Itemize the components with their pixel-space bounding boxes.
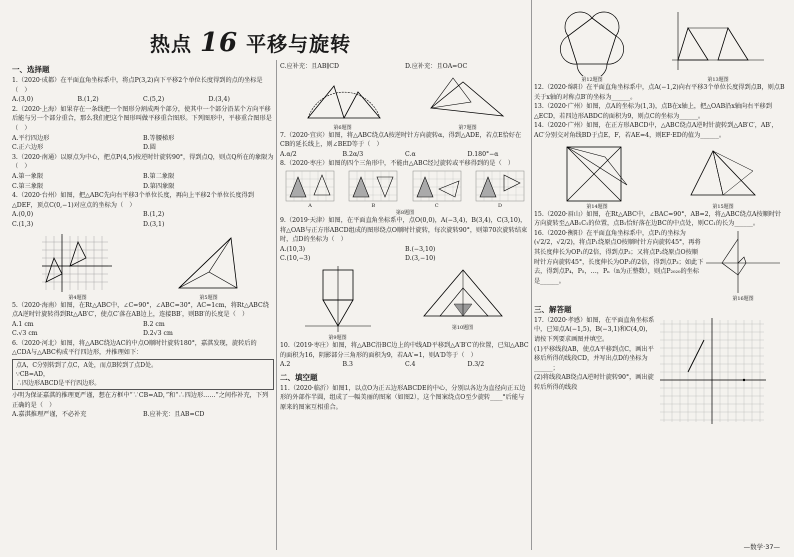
option: A.(3,0) — [12, 96, 34, 104]
box-line: ∴四边形ABCD是平行四边形。 — [16, 380, 101, 388]
option: D.2√3 cm — [143, 330, 173, 338]
figure-8-panel — [474, 169, 526, 209]
option: B.(1,2) — [143, 211, 165, 219]
coordinate-figure — [668, 8, 768, 76]
pentagon-figure — [552, 8, 632, 76]
triangle-figure — [683, 141, 763, 203]
caption: 第13题图 — [707, 77, 729, 83]
question-1: 1.（2020·成都）在平面直角坐标系中，将点P(3,2)向下平移2个单位长度得到的点的坐标是（ ） — [12, 77, 263, 94]
option: A.(0,0) — [12, 211, 34, 219]
option: D.应补充：且OA=OC — [405, 63, 468, 70]
question-12: 12.（2020·绵阳）在平面直角坐标系中，点A(−1,2)向右平移3个单位长度得到点B，则点B关于x轴的对称点B′的坐标为______。 — [534, 84, 785, 101]
question-17-part-2: (2)将线段AB绕点A逆时针旋转90°，画出旋转后所得的线段 — [534, 374, 654, 391]
figure-17 — [656, 316, 768, 426]
q5-options — [12, 320, 274, 339]
option: D.180°−α — [467, 150, 499, 158]
q6-options — [12, 410, 274, 420]
question-6-tail: 小明为保证嘉淇的推理更严谨，想在方框中“∵CB=AD，”和“∴四边形……”之间作补充，下列正确的是（ ） — [12, 392, 269, 409]
q10-options — [280, 360, 530, 370]
option: B.2 cm — [143, 320, 165, 328]
reasoning-box — [12, 359, 274, 390]
caption: 第16题图 — [732, 295, 754, 302]
column-divider — [276, 60, 277, 550]
option: C.第三象限 — [12, 182, 44, 190]
panel-label: A — [308, 202, 312, 209]
question-15: 15.（2020·眉山）如图，在Rt△ABC中，∠BAC=90°，AB=2，将△ABC绕点A按顺时针方向旋转至△AB₁C₁的位置，点B₁恰好落在边BC的中点处，则CC₁的长为______。 — [534, 210, 782, 228]
option: B.3 — [342, 361, 353, 369]
question-17-block — [534, 316, 786, 426]
option: B.应补充：且AB=CD — [143, 411, 205, 419]
triangle-figure — [169, 232, 249, 294]
option: C.正六边形 — [12, 144, 44, 152]
option: A.平行四边形 — [12, 134, 50, 142]
spiral-figure — [704, 229, 782, 295]
column-right — [534, 0, 786, 557]
question-13: 13.（2020·广州）如图，点A的坐标为(1,3)，点B在x轴上，把△OAB沿x轴向右平移到△ECD，若四边形ABDC的面积为9，则点C的坐标为______。 — [534, 103, 772, 120]
column-left — [12, 62, 274, 557]
figures-4-5 — [12, 232, 274, 301]
option: A.第一象限 — [12, 172, 44, 180]
question-17-text — [534, 316, 656, 426]
option: A.(10,3) — [280, 245, 306, 253]
figure-8-panel — [347, 169, 399, 209]
section-heading: 二、填空题 — [280, 372, 318, 382]
option: D.3/2 — [467, 361, 485, 369]
figure-8 — [280, 169, 530, 209]
question-17-part-1: (1)平移线段AB，使点A平移到点C，画出平移后所得的线段CD，并写出点D的坐标为______； — [534, 345, 654, 372]
question-16-block — [534, 229, 786, 302]
figure-8-panel — [284, 169, 336, 209]
column-divider — [531, 0, 532, 550]
q1-options — [12, 95, 274, 105]
square-figure — [557, 141, 637, 203]
figure-8-panel — [411, 169, 463, 209]
option: A.1 cm — [12, 320, 34, 328]
figures-14-15 — [534, 141, 786, 210]
q6-options-cont — [280, 62, 530, 72]
section-heading: 一、选择题 — [12, 65, 50, 74]
caption: 第7题图 — [458, 124, 477, 131]
q3-options — [12, 172, 274, 191]
grid-figure — [38, 232, 118, 294]
caption: 第9题图 — [328, 334, 347, 341]
question-7: 7.（2020·宜宾）如图，将△ABC绕点A按逆时针方向旋转α，得到△ADE，若点E恰好在CB的延长线上，则∠BED等于（ ） — [280, 131, 522, 149]
q7-options — [280, 150, 530, 160]
figure-4 — [38, 232, 118, 301]
caption: 第15题图 — [712, 203, 734, 210]
option: B.2α/3 — [342, 150, 364, 158]
question-10: 10.（2019·枣庄）如图，将△ABC沿BC边上的中线AD平移到△A′B′C′的位置，已知△ABC的面积为16，阴影部分三角形的面积为9，若AA′=1，则A′D等于（ ） — [280, 341, 529, 359]
option: A.嘉淇推理严谨，不必补充 — [12, 411, 87, 419]
question-3: 3.（2020·南通）以原点为中心，把点P(4,5)按逆时针旋转90°，得到点Q，则点Q所在的象限为（ ） — [12, 153, 274, 171]
figure-5 — [169, 232, 249, 301]
q4-options — [12, 210, 274, 229]
triangle-figure — [423, 72, 513, 124]
translation-figure — [418, 264, 508, 324]
option: B.(−3,10) — [405, 245, 436, 253]
panel-label: C — [434, 202, 439, 209]
question-16: 16.（2020·衡阳）在平面直角坐标系中，点P₁的坐标为(√2/2，√2/2)，将点P₁绕原点O按顺时针方向旋转45°，再将其长度伸长为OP₁的2倍，得到点P₂；又将点P₂绕原点O按顺时针方向旋转45°，长度伸长为OP₂的2倍，得到点P₃；如此下去，得到点P₄，P₅，…，Pₙ（n为正整数），则点P₂₀₂₀的坐标是______。 — [534, 229, 704, 285]
figure-15 — [683, 141, 763, 210]
option: C.(5,2) — [143, 96, 165, 104]
caption: 第14题图 — [586, 203, 608, 210]
title-prefix: 热点 — [150, 32, 192, 56]
figure-6 — [298, 72, 388, 131]
caption: 第5题图 — [199, 294, 218, 301]
grid-panel — [474, 169, 526, 203]
option: C.(1,3) — [12, 220, 34, 228]
figures-6-7 — [280, 72, 530, 131]
coordinate-grid — [656, 316, 768, 426]
question-2: 2.（2020·上海）如果存在一条线把一个图形分割成两个部分，使其中一个部分沿某个方向平移后能与另一个部分重合，那么我们把这个图形叫做平移重合图形。下列图形中，平移重合图形是（ ） — [12, 105, 272, 132]
caption: 第4题图 — [68, 294, 87, 301]
page-number: —数学·37— — [743, 543, 780, 551]
question-4: 4.（2020·台州）如图，把△ABC先向右平移3个单位长度，再向上平移2个单位长度得到△DEF，顶点C(0,−1)对应点的坐标为（ ） — [12, 192, 254, 209]
box-line: ∵CB=AD， — [16, 371, 49, 379]
figure-10 — [418, 264, 508, 341]
figure-16 — [704, 229, 782, 302]
section-heading: 三、解答题 — [534, 304, 572, 314]
q9-options — [280, 245, 530, 264]
question-9: 9.（2019·天津）如图，在平面直角坐标系中，点O(0,0)，A(−3,4)，B(3,4)，C(3,10)，将△OAB与正方形ABCD组成的图形绕点O顺时针旋转，每次旋转90°，则第70次旋转结束时，点D的坐标为（ ） — [280, 216, 528, 244]
title-topic: 平移与旋转 — [246, 32, 352, 56]
figure-7 — [423, 72, 513, 131]
option: D.(3,−10) — [405, 255, 436, 263]
caption: 第6题图 — [333, 124, 352, 131]
figure-9 — [303, 264, 373, 341]
option: D.第四象限 — [143, 182, 175, 190]
caption: 第8题图 — [395, 209, 415, 216]
figure-13 — [668, 8, 768, 83]
option: D.(3,1) — [143, 220, 165, 228]
question-8: 8.（2020·枣庄）如图的四个三角形中，不能由△ABC经过旋转或平移得到的是（ ） — [280, 160, 515, 168]
question-6: 6.（2020·河北）如图，将△ABC绕边AC的中点O顺时针旋转180°，嘉淇发现，旋转后的△CDA与△ABC构成平行四边形，并推理如下： — [12, 339, 257, 357]
figures-12-13 — [534, 8, 786, 83]
grid-panel — [284, 169, 336, 203]
caption: 第12题图 — [581, 77, 603, 83]
question-17: 17.（2020·孝感）如图，在平面直角坐标系中，已知点A(−1,5)，B(−3,1)和C(4,0)，请按下列要求画图并填空。 — [534, 316, 655, 343]
option: A.α/2 — [280, 150, 297, 158]
question-5: 5.（2020·海南）如图，在Rt△ABC中，∠C=90°，∠ABC=30°，AC=1cm，将Rt△ABC绕点A逆时针旋转得到Rt△AB′C′，使点C′落在AB边上，连接BB′，则BB′的长度是（ ） — [12, 301, 269, 319]
option: B.等腰梯形 — [143, 134, 175, 142]
option: B.(1,2) — [77, 96, 99, 104]
page-title — [150, 28, 370, 58]
caption: 第10题图 — [451, 324, 474, 331]
option: A.2 — [280, 361, 291, 369]
box-line: 点A，C分别转到了点C，A处，而点B转到了点D处。 — [16, 362, 158, 370]
grid-panel — [411, 169, 463, 203]
option: C.√3 cm — [12, 330, 38, 338]
q2-options — [12, 134, 274, 153]
option: D.(3,4) — [208, 96, 230, 104]
option: C.α — [405, 150, 416, 158]
option: C.4 — [405, 361, 416, 369]
option: B.第二象限 — [143, 172, 175, 180]
panel-label: B — [371, 202, 376, 209]
question-14: 14.（2020·广州）如图，在正方形ABCD中，△ABC绕点A逆时针旋转到△AB′C′，AB′，AC′分别交对角线BD于点E，F，若AE=4，则EF·ED的值为______。 — [534, 122, 778, 139]
option: C.应补充：且AB∥CD — [280, 63, 339, 70]
grid-panel — [347, 169, 399, 203]
question-11: 11.（2020·临沂）如图1，以点O为正五边形ABCDE的中心，分别以各边为直径向正五边形的外部作半圆，组成了一幅美丽的图案（如图2），这个图案绕点O至少旋转____°后能与原来的图案互相重合。 — [280, 384, 526, 411]
figure-12 — [552, 8, 632, 83]
option: C.(10,−3) — [280, 255, 311, 263]
option: D.圆 — [143, 144, 156, 152]
figures-9-10 — [280, 264, 530, 341]
column-middle — [280, 62, 530, 557]
coordinate-figure — [303, 264, 373, 334]
panel-label: D — [497, 202, 502, 209]
figure-14 — [557, 141, 637, 210]
title-number: 16 — [199, 28, 239, 58]
rotation-figure — [298, 72, 388, 124]
